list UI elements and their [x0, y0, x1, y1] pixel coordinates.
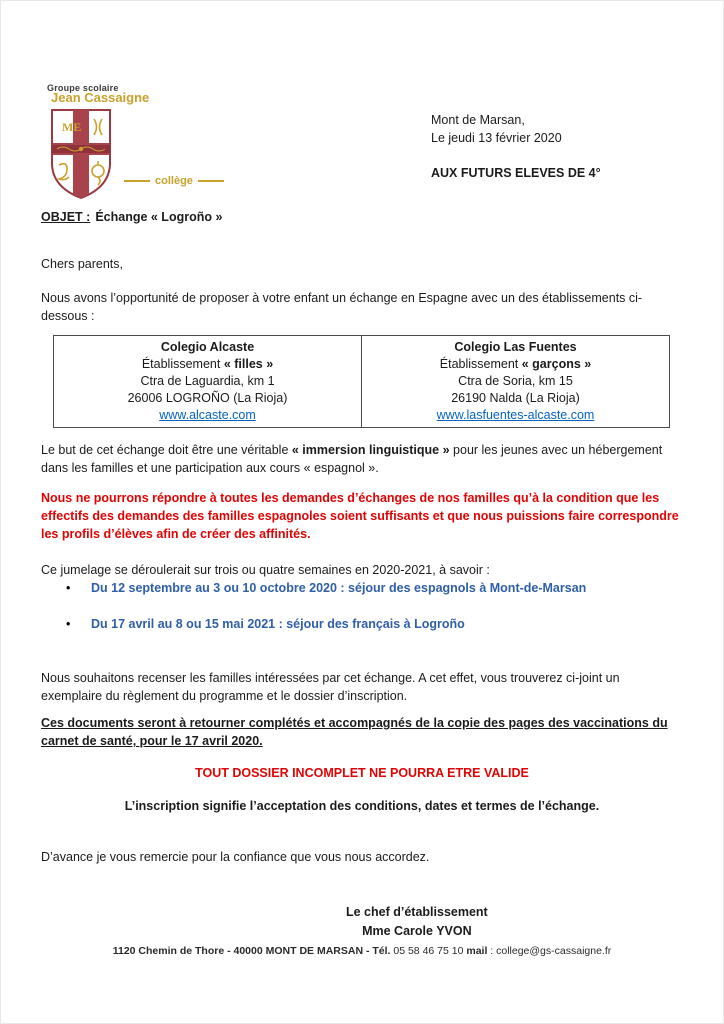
subject-line	[41, 208, 683, 226]
schools-table	[53, 335, 670, 428]
documents-paragraph: Ces documents seront à retourner complétés et accompagnés de la copie des pages des vaccinations du carnet de santé, pour le 17 avril 2020.	[41, 716, 668, 748]
footer-mail-value: : college@gs-cassaigne.fr	[487, 945, 612, 957]
school-type-bold: « filles »	[223, 357, 274, 371]
footer-phone: 05 58 46 75 10	[390, 945, 467, 957]
footer-address: 1120 Chemin de Thore - 40000 MONT DE MARSAN - Tél.	[112, 945, 391, 957]
footer-mail-label: mail	[466, 945, 488, 957]
school-type	[60, 356, 355, 373]
letterhead-right	[431, 111, 601, 182]
school-name: Colegio Las Fuentes	[454, 340, 577, 354]
school-name: Colegio Alcaste	[160, 340, 255, 354]
purpose-bold: « immersion linguistique »	[291, 443, 450, 457]
school-crest-icon	[49, 107, 113, 201]
dash-decoration	[198, 180, 224, 182]
bullet-icon: •	[66, 581, 71, 595]
schedule-list	[41, 579, 683, 633]
intro-paragraph: Nous avons l’opportunité de proposer à votre enfant un échange en Espagne avec un des établissements ci-dessous :	[41, 291, 643, 323]
closing-line: D’avance je vous remercie pour la confiance que vous nous accordez.	[41, 850, 430, 864]
city-line: Mont de Marsan,	[431, 113, 525, 127]
invalid-notice: TOUT DOSSIER INCOMPLET NE POURRA ETRE VALIDE	[195, 766, 529, 780]
purpose-pre: Le but de cet échange doit être une véritable	[41, 443, 292, 457]
schedule-item-text: Du 17 avril au 8 ou 15 mai 2021 : séjour des français à Logroño	[91, 617, 465, 631]
recensement-paragraph: Nous souhaitons recenser les familles intéressées par cet échange. A cet effet, vous trouverez ci-joint un exemplaire du règlement du programme et le dossier d’inscription.	[41, 671, 620, 703]
bullet-icon: •	[66, 617, 71, 631]
school-website-link[interactable]: www.lasfuentes-alcaste.com	[436, 408, 595, 422]
logo-level	[119, 175, 229, 187]
logo-group-label: Groupe scolaire	[47, 83, 119, 93]
signature-block	[346, 903, 488, 941]
purpose-post: pour les jeunes avec un hébergement dans les familles et une participation aux cours « espagnol ».	[41, 443, 663, 475]
table-row	[54, 336, 670, 428]
letter-body	[41, 208, 683, 941]
school-type	[368, 356, 663, 373]
acceptance-line: L’inscription signifie l’acceptation des conditions, dates et termes de l’échange.	[124, 799, 600, 813]
schedule-intro: Ce jumelage se déroulerait sur trois ou quatre semaines en 2020-2021, à savoir :	[41, 563, 490, 577]
page-footer	[1, 945, 723, 957]
school-website-link[interactable]: www.alcaste.com	[159, 408, 256, 422]
recipient-line: AUX FUTURS ELEVES DE 4°	[431, 166, 601, 180]
signature-name: Mme Carole YVON	[362, 924, 472, 938]
purpose-paragraph	[41, 441, 683, 477]
school-type-prefix: Établissement	[141, 357, 224, 371]
signature-title: Le chef d’établissement	[346, 905, 488, 919]
subject-text: Échange « Logroño »	[95, 210, 223, 224]
crest-monogram: ME	[62, 120, 82, 134]
school-address: Ctra de Soria, km 15	[458, 374, 573, 388]
list-item	[41, 579, 683, 597]
dash-decoration	[124, 180, 150, 182]
logo-school-name: Jean Cassaigne	[51, 90, 150, 105]
salutation: Chers parents,	[41, 257, 123, 271]
school-city: 26006 LOGROÑO (La Rioja)	[127, 391, 288, 405]
school-cell-alcaste	[54, 336, 362, 428]
schedule-item-text: Du 12 septembre au 3 ou 10 octobre 2020 : séjour des espagnols à Mont-de-Marsan	[91, 581, 587, 595]
school-logo	[45, 83, 265, 198]
date-line: Le jeudi 13 février 2020	[431, 131, 562, 145]
school-cell-lasfuentes	[362, 336, 670, 428]
list-item	[41, 615, 683, 633]
school-city: 26190 Nalda (La Rioja)	[451, 391, 580, 405]
school-address: Ctra de Laguardia, km 1	[140, 374, 275, 388]
subject-label: OBJET :	[41, 210, 91, 224]
school-type-bold: « garçons »	[521, 357, 592, 371]
logo-level-label: collège	[155, 175, 193, 187]
school-type-prefix: Établissement	[439, 357, 522, 371]
warning-paragraph: Nous ne pourrons répondre à toutes les demandes d’échanges de nos familles qu’à la condition que les effectifs des demandes des familles espagnoles soient suffisants et que nous puissions faire correspondre les profils d’élèves afin de créer des affinités.	[41, 491, 679, 541]
